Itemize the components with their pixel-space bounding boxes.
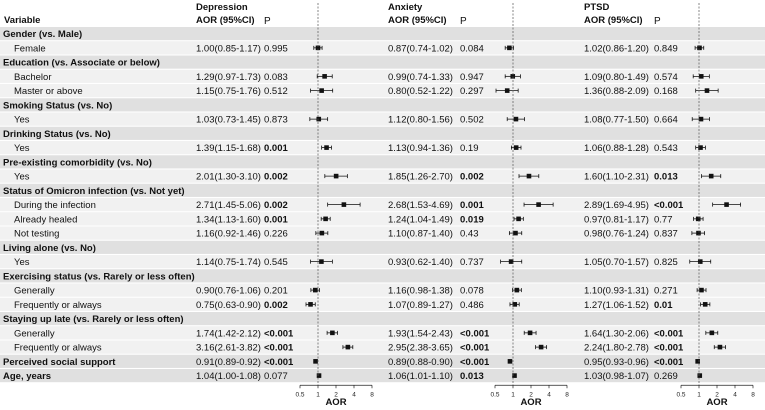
- ci-value: 1.06(0.88-1.28): [584, 143, 649, 154]
- ci-value: 1.29(0.97-1.73): [196, 71, 261, 83]
- p-value: 0.574: [654, 71, 678, 83]
- row-band: [0, 341, 765, 354]
- ci-value: 1.02(0.86-1.20): [584, 43, 649, 55]
- p-value: <0.001: [654, 342, 684, 354]
- group-band: [0, 27, 765, 40]
- ci-value: 3.16(2.61-3.82): [196, 342, 261, 354]
- x-tick-label: 8: [751, 391, 755, 399]
- p-value: 0.849: [654, 43, 678, 55]
- row-band: [0, 141, 765, 154]
- row-label: Yes: [14, 171, 30, 183]
- row-label: Master or above: [14, 86, 83, 97]
- row-band: [0, 198, 765, 211]
- or-marker: [696, 231, 701, 236]
- p-value: 0.664: [654, 114, 678, 126]
- x-axis-label: AOR: [325, 397, 347, 408]
- row-label: Generally: [14, 328, 55, 340]
- or-marker: [697, 373, 702, 378]
- ci-value: 1.04(1.00-1.08): [196, 371, 261, 382]
- or-marker: [319, 88, 324, 93]
- x-tick-label: 0.5: [295, 391, 305, 399]
- p-value: <0.001: [654, 328, 684, 340]
- ci-value: 0.93(0.62-1.40): [388, 257, 453, 268]
- or-marker: [696, 217, 701, 222]
- panel-subtitle-ptsd: AOR (95%CI): [584, 15, 643, 26]
- p-value: 0.502: [460, 114, 484, 126]
- ci-value: 1.03(0.98-1.07): [584, 371, 649, 382]
- or-marker: [709, 174, 714, 179]
- or-marker: [313, 288, 318, 293]
- p-value: 0.084: [460, 43, 484, 55]
- or-marker: [527, 174, 532, 179]
- or-marker: [699, 117, 704, 122]
- ci-value: 2.89(1.69-4.95): [584, 200, 649, 211]
- or-marker: [313, 359, 318, 364]
- p-value: 0.168: [654, 86, 678, 97]
- panel-title-ptsd: PTSD: [584, 2, 610, 13]
- x-tick-label: 4: [352, 391, 356, 399]
- ci-value: 1.16(0.92-1.46): [196, 228, 261, 240]
- ci-value: 0.89(0.88-0.90): [388, 356, 453, 368]
- p-header-anxiety: P: [460, 16, 467, 27]
- group-label: Staying up late (vs. Rarely or less often): [3, 314, 184, 325]
- p-value: 0.013: [654, 171, 678, 183]
- row-band: [0, 227, 765, 240]
- p-value: 0.002: [460, 171, 484, 183]
- x-tick-label: 0.5: [490, 391, 500, 399]
- or-marker: [508, 359, 513, 364]
- p-value: 0.543: [654, 143, 678, 154]
- row-band: [0, 41, 765, 54]
- row-band: [0, 255, 765, 268]
- row-band: [0, 212, 765, 225]
- or-marker: [697, 46, 702, 51]
- p-value: <0.001: [460, 328, 490, 340]
- ci-value: 1.00(0.85-1.17): [196, 43, 261, 55]
- row-bands: [0, 27, 765, 382]
- group-label: Education (vs. Associate or below): [3, 57, 160, 69]
- or-marker: [536, 202, 541, 207]
- or-marker: [316, 117, 321, 122]
- row-label: Generally: [14, 285, 55, 297]
- ci-value: 0.80(0.52-1.22): [388, 86, 453, 97]
- p-value: <0.001: [264, 356, 294, 368]
- p-value: 0.083: [264, 71, 288, 83]
- row-label: Not testing: [14, 228, 60, 240]
- ci-value: 1.34(1.13-1.60): [196, 214, 261, 226]
- p-value: 0.512: [264, 86, 288, 97]
- x-tick-label: 2: [715, 391, 719, 399]
- p-value: <0.001: [460, 356, 490, 368]
- row-band: [0, 113, 765, 126]
- group-label: Gender (vs. Male): [3, 29, 83, 40]
- ci-value: 1.64(1.30-2.06): [584, 328, 649, 340]
- or-marker: [513, 231, 518, 236]
- variable-header: Variable: [4, 15, 41, 26]
- p-value: 0.019: [460, 214, 484, 226]
- ci-value: 1.03(0.73-1.45): [196, 114, 261, 126]
- ci-value: 1.07(0.89-1.27): [388, 299, 453, 311]
- p-value: 0.001: [264, 143, 288, 154]
- row-label: Yes: [14, 143, 30, 154]
- or-marker: [324, 145, 329, 150]
- p-value: <0.001: [460, 342, 490, 354]
- p-value: 0.837: [654, 228, 678, 240]
- group-label: Perceived social support: [3, 356, 116, 368]
- ci-value: 0.98(0.76-1.24): [584, 228, 649, 240]
- ci-value: 0.91(0.89-0.92): [196, 356, 261, 368]
- ci-value: 0.75(0.63-0.90): [196, 299, 261, 311]
- x-tick-label: 1: [511, 391, 515, 399]
- or-marker: [317, 373, 322, 378]
- ci-value: 1.24(1.04-1.49): [388, 214, 453, 226]
- or-marker: [718, 345, 723, 350]
- p-value: 0.43: [460, 228, 479, 240]
- p-value: <0.001: [654, 356, 684, 368]
- or-marker: [514, 145, 519, 150]
- or-marker: [528, 331, 533, 336]
- or-marker: [346, 345, 351, 350]
- row-label: Yes: [14, 257, 30, 268]
- or-marker: [699, 288, 704, 293]
- group-band: [0, 369, 765, 382]
- row-label: Frequently or always: [14, 342, 102, 354]
- group-label: Age, years: [3, 371, 52, 382]
- p-value: 0.947: [460, 71, 484, 83]
- x-axis-label: AOR: [706, 397, 728, 408]
- x-tick-label: 2: [529, 391, 533, 399]
- ci-value: 1.16(0.98-1.38): [388, 285, 453, 297]
- x-tick-label: 1: [316, 391, 320, 399]
- ci-value: 0.99(0.74-1.33): [388, 71, 453, 83]
- row-label: Female: [14, 43, 46, 55]
- p-value: 0.995: [264, 43, 288, 55]
- or-marker: [515, 288, 520, 293]
- ci-value: 1.10(0.93-1.31): [584, 285, 649, 297]
- p-value: 0.002: [264, 171, 288, 183]
- group-band: [0, 127, 765, 140]
- or-marker: [320, 231, 325, 236]
- group-label: Living alone (vs. No): [3, 242, 96, 254]
- ci-value: 1.15(0.75-1.76): [196, 86, 261, 97]
- group-band: [0, 241, 765, 254]
- x-tick-label: 8: [370, 391, 374, 399]
- group-label: Exercising status (vs. Rarely or less often): [3, 271, 195, 283]
- ci-value: 1.12(0.80-1.56): [388, 114, 453, 126]
- row-label: Yes: [14, 114, 30, 126]
- or-marker: [539, 345, 544, 350]
- row-label: Frequently or always: [14, 299, 102, 311]
- row-band: [0, 70, 765, 83]
- ci-value: 1.74(1.42-2.12): [196, 328, 261, 340]
- or-marker: [703, 302, 708, 307]
- x-tick-label: 1: [697, 391, 701, 399]
- column-headers: [4, 2, 661, 27]
- or-marker: [516, 217, 521, 222]
- ci-value: 1.08(0.77-1.50): [584, 114, 649, 126]
- or-marker: [507, 46, 512, 51]
- x-axis-label: AOR: [520, 397, 542, 408]
- p-value: 0.013: [460, 371, 484, 382]
- row-band: [0, 284, 765, 297]
- or-marker: [699, 74, 704, 79]
- ci-value: 1.85(1.26-2.70): [388, 171, 453, 183]
- p-value: 0.77: [654, 214, 673, 226]
- ci-value: 0.90(0.76-1.06): [196, 285, 261, 297]
- p-value: 0.01: [654, 299, 673, 311]
- group-band: [0, 98, 765, 111]
- p-value: 0.873: [264, 114, 288, 126]
- p-value: <0.001: [264, 328, 294, 340]
- p-value: 0.002: [264, 200, 288, 211]
- row-band: [0, 298, 765, 311]
- p-value: 0.271: [654, 285, 678, 297]
- ci-value: 0.95(0.93-0.96): [584, 356, 649, 368]
- ci-value: 1.14(0.75-1.74): [196, 257, 261, 268]
- p-value: <0.001: [264, 342, 294, 354]
- ci-value: 1.05(0.70-1.57): [584, 257, 649, 268]
- panel-title-depression: Depression: [196, 2, 248, 13]
- group-label: Smoking Status (vs. No): [3, 100, 113, 112]
- ci-value: 1.09(0.80-1.49): [584, 71, 649, 83]
- row-label: Bachelor: [14, 71, 52, 83]
- or-marker: [710, 331, 715, 336]
- or-marker: [514, 117, 519, 122]
- row-band: [0, 170, 765, 183]
- p-value: 0.078: [460, 285, 484, 297]
- p-header-ptsd: P: [654, 16, 661, 27]
- or-marker: [319, 259, 324, 264]
- p-value: 0.002: [264, 299, 288, 311]
- p-value: 0.19: [460, 143, 479, 154]
- or-marker: [342, 202, 347, 207]
- p-value: 0.737: [460, 257, 484, 268]
- ci-value: 0.97(0.81-1.17): [584, 214, 649, 226]
- ci-value: 1.36(0.88-2.09): [584, 86, 649, 97]
- p-value: 0.486: [460, 299, 484, 311]
- or-marker: [705, 88, 710, 93]
- p-value: 0.226: [264, 228, 288, 240]
- ci-value: 2.71(1.45-5.06): [196, 200, 261, 211]
- p-value: 0.001: [460, 200, 484, 211]
- x-tick-label: 4: [547, 391, 551, 399]
- p-value: 0.201: [264, 285, 288, 297]
- p-value: 0.825: [654, 257, 678, 268]
- x-tick-label: 0.5: [676, 391, 686, 399]
- p-value: <0.001: [654, 200, 684, 211]
- or-marker: [323, 217, 328, 222]
- panel-subtitle-anxiety: AOR (95%CI): [388, 15, 447, 26]
- p-value: 0.269: [654, 371, 678, 382]
- or-marker: [322, 74, 327, 79]
- p-value: 0.077: [264, 371, 288, 382]
- row-label: Already healed: [14, 214, 78, 226]
- ci-value: 0.87(0.74-1.02): [388, 43, 453, 55]
- p-value: 0.001: [264, 214, 288, 226]
- row-label: During the infection: [14, 200, 96, 211]
- ci-value: 1.60(1.10-2.31): [584, 171, 649, 183]
- x-tick-label: 8: [565, 391, 569, 399]
- x-tick-label: 4: [733, 391, 737, 399]
- row-band: [0, 84, 765, 97]
- or-marker: [724, 202, 729, 207]
- ci-value: 1.06(1.01-1.10): [388, 371, 453, 382]
- ci-value: 1.39(1.15-1.68): [196, 143, 261, 154]
- panel-title-anxiety: Anxiety: [388, 2, 423, 13]
- p-value: 0.297: [460, 86, 484, 97]
- x-tick-label: 2: [334, 391, 338, 399]
- or-marker: [330, 331, 335, 336]
- or-marker: [505, 88, 510, 93]
- ci-value: 1.13(0.94-1.36): [388, 143, 453, 154]
- group-label: Drinking Status (vs. No): [3, 128, 111, 140]
- or-marker: [308, 302, 313, 307]
- ci-value: 1.10(0.87-1.40): [388, 228, 453, 240]
- ci-value: 2.95(2.38-3.65): [388, 342, 453, 354]
- group-label: Pre-existing comorbidity (vs. No): [3, 157, 152, 169]
- ci-value: 2.68(1.53-4.69): [388, 200, 453, 211]
- ci-value: 2.24(1.80-2.78): [584, 342, 649, 354]
- ci-value: 1.27(1.06-1.52): [584, 299, 649, 311]
- or-marker: [334, 174, 339, 179]
- group-label: Status of Omicron infection (vs. Not yet): [3, 185, 185, 197]
- ci-value: 2.01(1.30-3.10): [196, 171, 261, 183]
- p-header-depression: P: [264, 16, 271, 27]
- ci-value: 1.93(1.54-2.43): [388, 328, 453, 340]
- p-value: 0.545: [264, 257, 288, 268]
- row-band: [0, 326, 765, 339]
- panel-subtitle-depression: AOR (95%CI): [196, 15, 255, 26]
